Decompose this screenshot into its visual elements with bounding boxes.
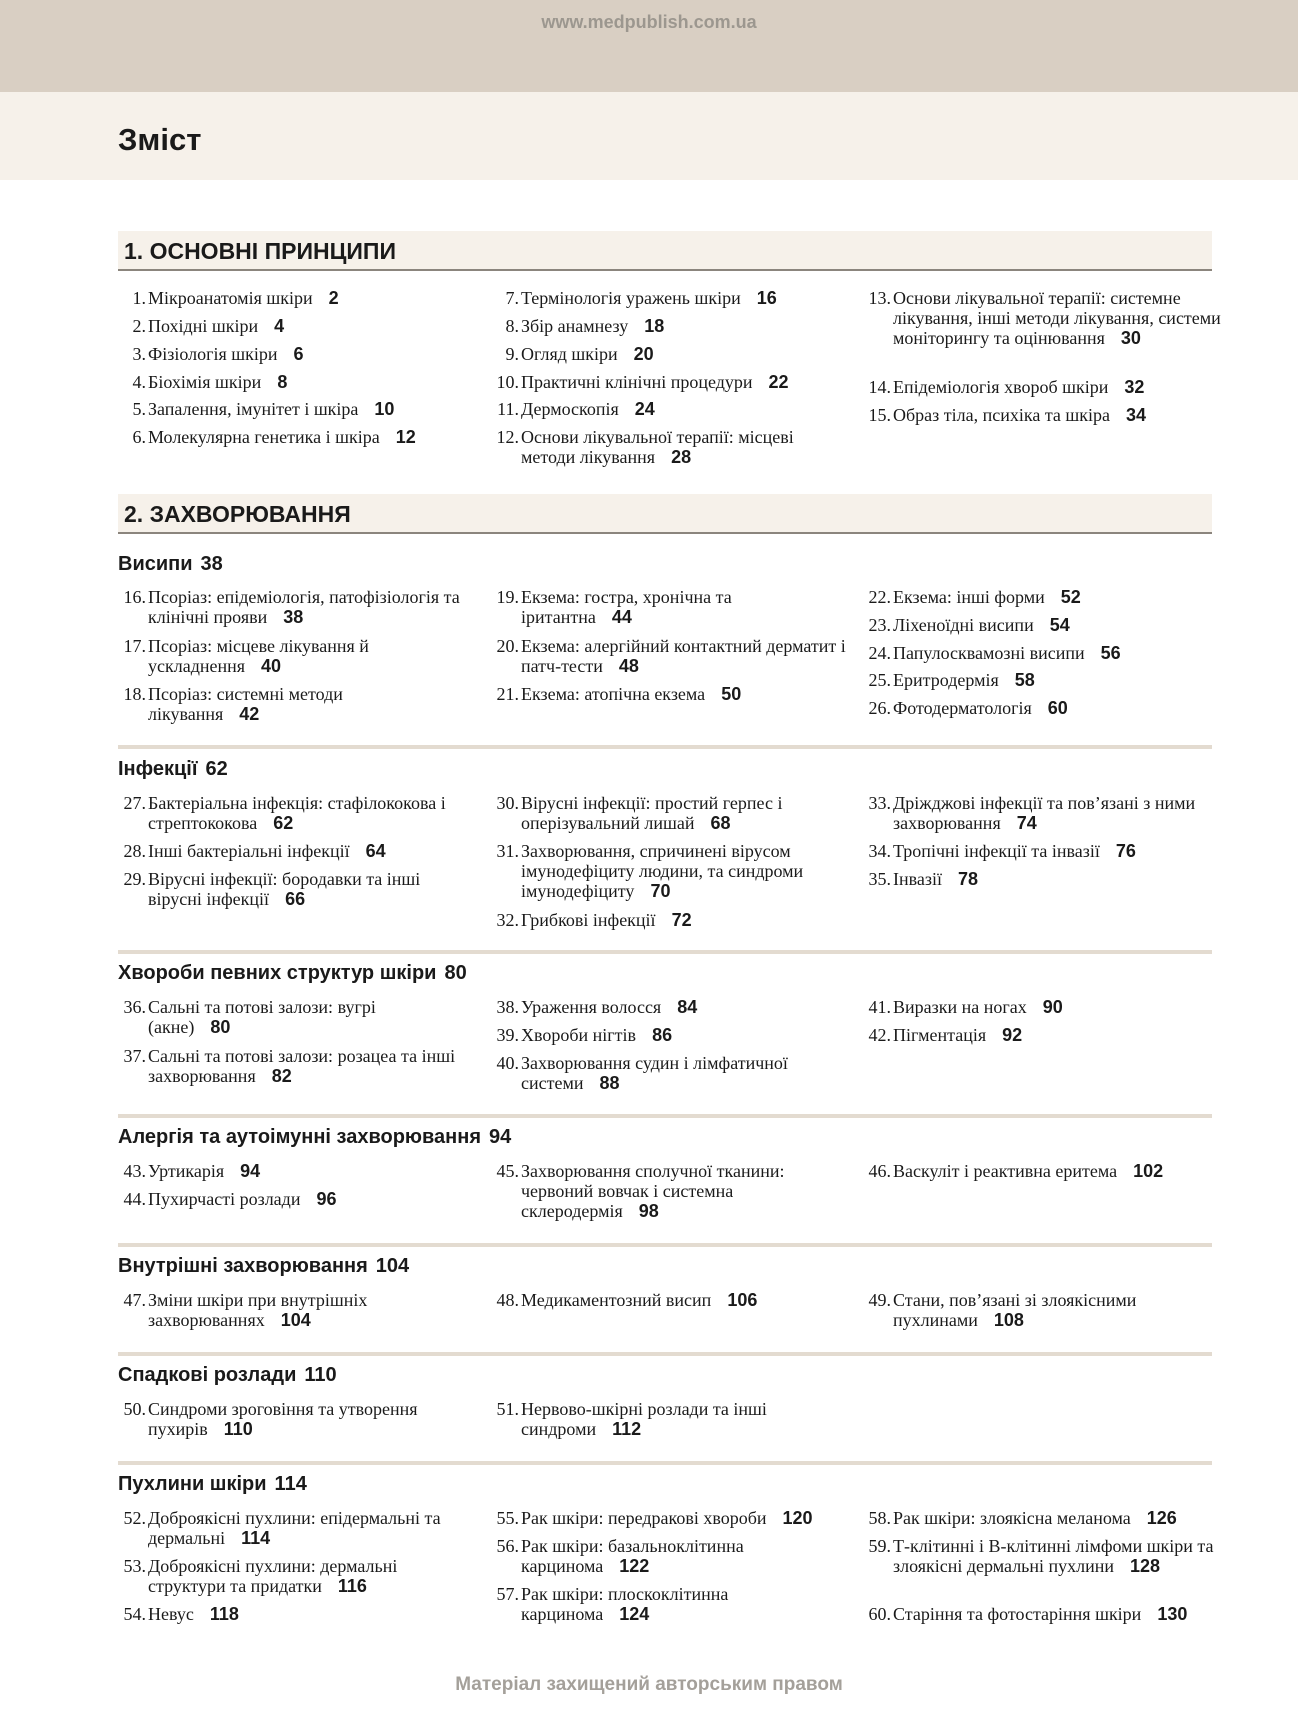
section-divider: [118, 950, 1212, 954]
entry-page: 104: [280, 1310, 311, 1330]
entry-title: Основи лікувальної терапії: місцеві методи лікування: [521, 427, 794, 467]
toc-entry[interactable]: 48. Медикаментозний висип 106: [496, 1290, 758, 1310]
entry-page: 110: [223, 1419, 253, 1439]
entry-page: 82: [271, 1066, 292, 1086]
toc-entry[interactable]: 20. Екзема: алергійний контактний дерматит і патч-тести 48: [496, 636, 846, 676]
entry-page: 54: [1049, 615, 1070, 635]
toc-entry[interactable]: 45. Захворювання сполучної тканини: червоний вовчак і системна склеродермія 98: [496, 1161, 785, 1221]
entry-page: 124: [619, 1604, 650, 1624]
entry-title: Мікроанатомія шкіри: [148, 288, 313, 308]
toc-entry[interactable]: 55. Рак шкіри: передракові хвороби 120: [496, 1508, 813, 1528]
toc-entry[interactable]: 58. Рак шкіри: злоякісна меланома 126: [868, 1508, 1177, 1528]
entry-title: Інвазії: [893, 869, 942, 889]
entry-page: 50: [721, 684, 742, 704]
toc-entry[interactable]: 10. Практичні клінічні процедури 22: [496, 372, 789, 392]
entry-title: Вірусні інфекції: бородавки та інші вірусні інфекції: [148, 869, 421, 909]
toc-entry[interactable]: 25. Еритродермія 58: [868, 670, 1035, 690]
entry-title: Виразки на ногах: [893, 997, 1027, 1017]
toc-entry[interactable]: 7. Термінологія уражень шкіри 16: [505, 288, 777, 308]
entry-page: 112: [612, 1419, 642, 1439]
section-heading: Алергія та аутоімунні захворювання 94: [118, 1126, 512, 1148]
entry-page: 56: [1100, 643, 1121, 663]
entry-page: 66: [285, 889, 306, 909]
entry-page: 130: [1157, 1604, 1188, 1624]
toc-entry[interactable]: 9. Огляд шкіри 20: [505, 344, 654, 364]
section-heading: Пухлини шкіри 114: [118, 1473, 307, 1495]
entry-page: 86: [652, 1025, 673, 1045]
entry-page: 38: [283, 607, 304, 627]
entry-title: Нервово-шкірні розлади та інші синдроми: [521, 1399, 767, 1439]
entry-title: Старіння та фотостаріння шкіри: [893, 1604, 1142, 1624]
entry-title: Похідні шкіри: [148, 316, 259, 336]
toc-entry[interactable]: 43. Уртикарія 94: [123, 1161, 261, 1181]
entry-title: Захворювання судин і лімфатичної системи: [521, 1053, 788, 1093]
entry-page: 34: [1125, 405, 1147, 425]
toc-entry[interactable]: 21. Екзема: атопічна екзема 50: [496, 684, 742, 704]
toc-entry[interactable]: 56. Рак шкіри: базальноклітинна карцинома 122: [496, 1536, 744, 1576]
part-title: 2. ЗАХВОРЮВАННЯ: [124, 501, 351, 527]
section-heading: Внутрішні захворювання 104: [118, 1255, 410, 1277]
entry-page: 80: [210, 1017, 231, 1037]
entry-page: 114: [241, 1528, 271, 1548]
entry-title: Доброякісні пухлини: дермальні структури та придатки: [148, 1556, 398, 1596]
entry-page: 22: [768, 372, 789, 392]
toc-entry[interactable]: 46. Васкуліт і реактивна еритема 102: [868, 1161, 1164, 1181]
entry-title: Біохімія шкіри: [148, 372, 262, 392]
entry-page: 10: [374, 399, 395, 419]
entry-page: 128: [1130, 1556, 1161, 1576]
toc-entry[interactable]: 60. Старіння та фотостаріння шкіри 130: [868, 1604, 1188, 1624]
entry-title: Папулосквамозні висипи: [893, 643, 1085, 663]
top-banner: [0, 0, 1298, 92]
toc-entry[interactable]: 6. Молекулярна генетика і шкіра 12: [132, 427, 416, 447]
entry-page: 8: [277, 372, 288, 392]
entry-page: 64: [365, 841, 386, 861]
entry-title: Псоріаз: епідеміологія, патофізіологія та клінічні прояви: [148, 587, 460, 627]
entry-page: 118: [209, 1604, 239, 1624]
entry-title: Рак шкіри: базальноклітинна карцинома: [521, 1536, 744, 1576]
entry-page: 20: [633, 344, 654, 364]
part-heading-2: [118, 494, 1212, 534]
entry-title: Сальні та потові залози: вугрі (акне): [148, 997, 376, 1037]
entry-title: Запалення, імунітет і шкіра: [148, 399, 359, 419]
entry-page: 90: [1042, 997, 1063, 1017]
entry-title: Васкуліт і реактивна еритема: [893, 1161, 1118, 1181]
section-divider: [118, 1243, 1212, 1247]
entry-page: 96: [316, 1189, 337, 1209]
entry-page: 6: [293, 344, 304, 364]
entry-page: 30: [1120, 328, 1141, 348]
entry-title: Медикаментозний висип: [521, 1290, 712, 1310]
entry-title: Рак шкіри: плоскоклітинна карцинома: [521, 1584, 729, 1624]
entry-page: 120: [782, 1508, 813, 1528]
entry-page: 4: [274, 316, 285, 336]
entry-title: Інші бактеріальні інфекції: [148, 841, 350, 861]
entry-page: 62: [273, 813, 294, 833]
entry-page: 52: [1060, 587, 1081, 607]
copyright-footer: Матеріал захищений авторським правом: [455, 1674, 843, 1695]
entry-title: Образ тіла, психіка та шкіра: [893, 405, 1110, 425]
toc-entry[interactable]: 23. Ліхеноїдні висипи 54: [868, 615, 1070, 635]
entry-page: 122: [619, 1556, 650, 1576]
entry-page: 2: [328, 288, 339, 308]
toc-entry[interactable]: 39. Хвороби нігтів 86: [496, 1025, 673, 1045]
toc-entry[interactable]: 3. Фізіологія шкіри 6: [132, 344, 304, 364]
entry-page: 28: [671, 447, 692, 467]
toc-entry[interactable]: 33. Дріжджові інфекції та пов’язані з ними захворювання 74: [868, 793, 1196, 833]
toc-entry[interactable]: 14. Епідеміологія хвороб шкіри 32: [868, 377, 1145, 397]
toc-entry[interactable]: 49. Стани, пов’язані зі злоякісними пухлинами 108: [868, 1290, 1137, 1330]
entry-title: Дермоскопія: [521, 399, 619, 419]
entry-title: Фотодерматологія: [893, 698, 1032, 718]
entry-page: 98: [638, 1201, 659, 1221]
toc-entry[interactable]: 11. Дермоскопія 24: [497, 399, 655, 419]
toc-entry[interactable]: 53. Доброякісні пухлини: дермальні структури та придатки 116: [123, 1556, 398, 1596]
toc-entry[interactable]: 59. Т-клітинні і В-клітинні лімфоми шкіри та злоякісні дермальні пухлини 128: [868, 1536, 1214, 1576]
entry-title: Бактеріальна інфекція: стафілококова і стрептококова: [148, 793, 446, 833]
entry-title: Хвороби нігтів: [521, 1025, 637, 1045]
part-heading-1: [118, 231, 1212, 271]
toc-entry[interactable]: 57. Рак шкіри: плоскоклітинна карцинома 124: [496, 1584, 729, 1624]
title-banner: [0, 92, 1298, 180]
toc-entry[interactable]: 42. Пігментація 92: [868, 1025, 1023, 1045]
toc-entry[interactable]: 31. Захворювання, спричинені вірусом імунодефіциту людини, та синдроми імунодефіциту 70: [496, 841, 804, 901]
entry-page: 106: [727, 1290, 758, 1310]
entry-title: Еритродермія: [893, 670, 999, 690]
toc-entry[interactable]: 22. Екзема: інші форми 52: [868, 587, 1081, 607]
entry-page: 48: [618, 656, 639, 676]
entry-title: Зміни шкіри при внутрішніх захворюваннях: [148, 1290, 368, 1330]
entry-page: 76: [1115, 841, 1136, 861]
section-heading: Висипи 38: [118, 553, 223, 575]
entry-title: Практичні клінічні процедури: [521, 372, 753, 392]
section-divider: [118, 1114, 1212, 1118]
entry-title: Термінологія уражень шкіри: [521, 288, 741, 308]
entry-title: Синдроми зроговіння та утворення пухирів: [148, 1399, 418, 1439]
toc-entry[interactable]: 34. Тропічні інфекції та інвазії 76: [868, 841, 1136, 861]
toc-entry[interactable]: 51. Нервово-шкірні розлади та інші синдроми 112: [496, 1399, 767, 1439]
entry-page: 68: [710, 813, 731, 833]
entry-page: 12: [395, 427, 416, 447]
entry-title: Епідеміологія хвороб шкіри: [893, 377, 1109, 397]
entry-title: Огляд шкіри: [521, 344, 618, 364]
toc-entry[interactable]: 38. Ураження волосся 84: [496, 997, 698, 1017]
toc-entry[interactable]: 44. Пухирчасті розлади 96: [123, 1189, 337, 1209]
toc-entry[interactable]: 8. Збір анамнезу 18: [505, 316, 665, 336]
section-heading: Інфекції 62: [118, 758, 228, 780]
entry-title: Рак шкіри: злоякісна меланома: [893, 1508, 1131, 1528]
entry-page: 116: [337, 1576, 367, 1596]
toc-entry[interactable]: 50. Синдроми зроговіння та утворення пухирів 110: [123, 1399, 418, 1439]
entry-title: Рак шкіри: передракові хвороби: [521, 1508, 767, 1528]
toc-entry[interactable]: 54. Невус 118: [123, 1604, 239, 1624]
entry-title: Пухирчасті розлади: [148, 1189, 301, 1209]
toc-entry[interactable]: 4. Біохімія шкіри 8: [132, 372, 288, 392]
toc-entry[interactable]: 41. Виразки на ногах 90: [868, 997, 1063, 1017]
entry-title: Доброякісні пухлини: епідермальні та дермальні: [148, 1508, 441, 1548]
entry-title: Пігментація: [893, 1025, 987, 1045]
publisher-url: www.medpublish.com.ua: [541, 12, 757, 32]
toc-entry[interactable]: 40. Захворювання судин і лімфатичної системи 88: [496, 1053, 788, 1093]
entry-title: Тропічні інфекції та інвазії: [893, 841, 1100, 861]
entry-title: Основи лікувальної терапії: системне лікування, інші методи лікування, системи моніторингу та оцінювання: [893, 288, 1221, 348]
entry-page: 88: [599, 1073, 620, 1093]
entry-page: 18: [644, 316, 665, 336]
entry-page: 16: [756, 288, 777, 308]
toc-entry[interactable]: 15. Образ тіла, психіка та шкіра 34: [868, 405, 1147, 425]
toc-entry[interactable]: 18. Псоріаз: системні методи лікування 42: [123, 684, 343, 724]
toc-entry[interactable]: 16. Псоріаз: епідеміологія, патофізіологія та клінічні прояви 38: [123, 587, 460, 627]
toc-entry[interactable]: 1. Мікроанатомія шкіри 2: [132, 288, 339, 308]
section-heading: Хвороби певних структур шкіри 80: [118, 962, 467, 984]
entry-page: 94: [240, 1161, 261, 1181]
entry-title: Захворювання, спричинені вірусом імунодефіциту людини, та синдроми імунодефіциту: [521, 841, 804, 901]
toc-entry[interactable]: 28. Інші бактеріальні інфекції 64: [123, 841, 386, 861]
entry-title: Ліхеноїдні висипи: [893, 615, 1034, 635]
entry-title: Екзема: атопічна екзема: [521, 684, 706, 704]
entry-page: 126: [1146, 1508, 1177, 1528]
section-divider: [118, 1461, 1212, 1465]
toc-entry[interactable]: 29. Вірусні інфекції: бородавки та інші вірусні інфекції 66: [123, 869, 421, 909]
toc-entry[interactable]: 30. Вірусні інфекції: простий герпес і оперізувальний лишай 68: [496, 793, 783, 833]
entry-page: 44: [611, 607, 632, 627]
entry-title: Грибкові інфекції: [521, 910, 656, 930]
entry-title: Дріжджові інфекції та пов’язані з ними захворювання: [893, 793, 1196, 833]
entry-title: Молекулярна генетика і шкіра: [148, 427, 380, 447]
toc-entry[interactable]: 47. Зміни шкіри при внутрішніх захворюваннях 104: [123, 1290, 368, 1330]
entry-title: Фізіологія шкіри: [148, 344, 278, 364]
toc-entry[interactable]: 24. Папулосквамозні висипи 56: [868, 643, 1121, 663]
entry-title: Уртикарія: [148, 1161, 225, 1181]
toc-entry[interactable]: 17. Псоріаз: місцеве лікування й ускладнення 40: [123, 636, 369, 676]
entry-page: 92: [1002, 1025, 1023, 1045]
entry-page: 40: [261, 656, 282, 676]
entry-title: Ураження волосся: [521, 997, 662, 1017]
toc-entry[interactable]: 37. Сальні та потові залози: розацеа та інші захворювання 82: [123, 1046, 456, 1086]
toc-entry[interactable]: 26. Фотодерматологія 60: [868, 698, 1068, 718]
toc-entry[interactable]: 12. Основи лікувальної терапії: місцеві методи лікування 28: [496, 427, 794, 467]
entry-page: 102: [1133, 1161, 1164, 1181]
toc-entry[interactable]: 52. Доброякісні пухлини: епідермальні та дермальні 114: [123, 1508, 441, 1548]
entry-title: Т-клітинні і В-клітинні лімфоми шкіри та злоякісні дермальні пухлини: [893, 1536, 1214, 1576]
toc-entry[interactable]: 32. Грибкові інфекції 72: [496, 910, 692, 930]
page-title: Зміст: [118, 122, 202, 157]
entry-title: Вірусні інфекції: простий герпес і оперізувальний лишай: [521, 793, 783, 833]
toc-entry[interactable]: 2. Похідні шкіри 4: [132, 316, 285, 336]
entry-page: 72: [671, 910, 692, 930]
entry-title: Псоріаз: системні методи лікування: [148, 684, 343, 724]
section-divider: [118, 745, 1212, 749]
entry-page: 108: [993, 1310, 1024, 1330]
entry-page: 84: [677, 997, 698, 1017]
entry-title: Екзема: інші форми: [893, 587, 1045, 607]
entry-title: Екзема: гостра, хронічна та іритантна: [521, 587, 732, 627]
toc-entry[interactable]: 19. Екзема: гостра, хронічна та іритантна 44: [496, 587, 732, 627]
toc-entry[interactable]: 35. Інвазії 78: [868, 869, 979, 889]
entry-page: 74: [1016, 813, 1037, 833]
toc-entry[interactable]: 27. Бактеріальна інфекція: стафілококова і стрептококова 62: [123, 793, 446, 833]
entry-page: 60: [1047, 698, 1068, 718]
entry-title: Невус: [148, 1604, 194, 1624]
entry-page: 58: [1014, 670, 1035, 690]
part-title: 1. ОСНОВНІ ПРИНЦИПИ: [124, 238, 396, 264]
entry-page: 70: [650, 881, 671, 901]
section-heading: Спадкові розлади 110: [118, 1364, 337, 1386]
toc-entry[interactable]: 13. Основи лікувальної терапії: системне лікування, інші методи лікування, системи моніторингу та оцінювання 30: [868, 288, 1221, 348]
toc-entry[interactable]: 5. Запалення, імунітет і шкіра 10: [132, 399, 395, 419]
entry-title: Псоріаз: місцеве лікування й ускладнення: [148, 636, 369, 676]
entry-page: 42: [239, 704, 260, 724]
entry-title: Захворювання сполучної тканини: червоний вовчак і системна склеродермія: [521, 1161, 785, 1221]
entry-title: Стани, пов’язані зі злоякісними пухлинами: [893, 1290, 1137, 1330]
section-divider: [118, 1352, 1212, 1356]
entry-title: Збір анамнезу: [521, 316, 629, 336]
entry-page: 32: [1124, 377, 1145, 397]
entry-page: 78: [958, 869, 979, 889]
entry-title: Екзема: алергійний контактний дерматит і патч-тести: [521, 636, 846, 676]
entry-title: Сальні та потові залози: розацеа та інші захворювання: [148, 1046, 456, 1086]
toc-entry[interactable]: 36. Сальні та потові залози: вугрі (акне) 80: [123, 997, 376, 1037]
entry-page: 24: [634, 399, 655, 419]
